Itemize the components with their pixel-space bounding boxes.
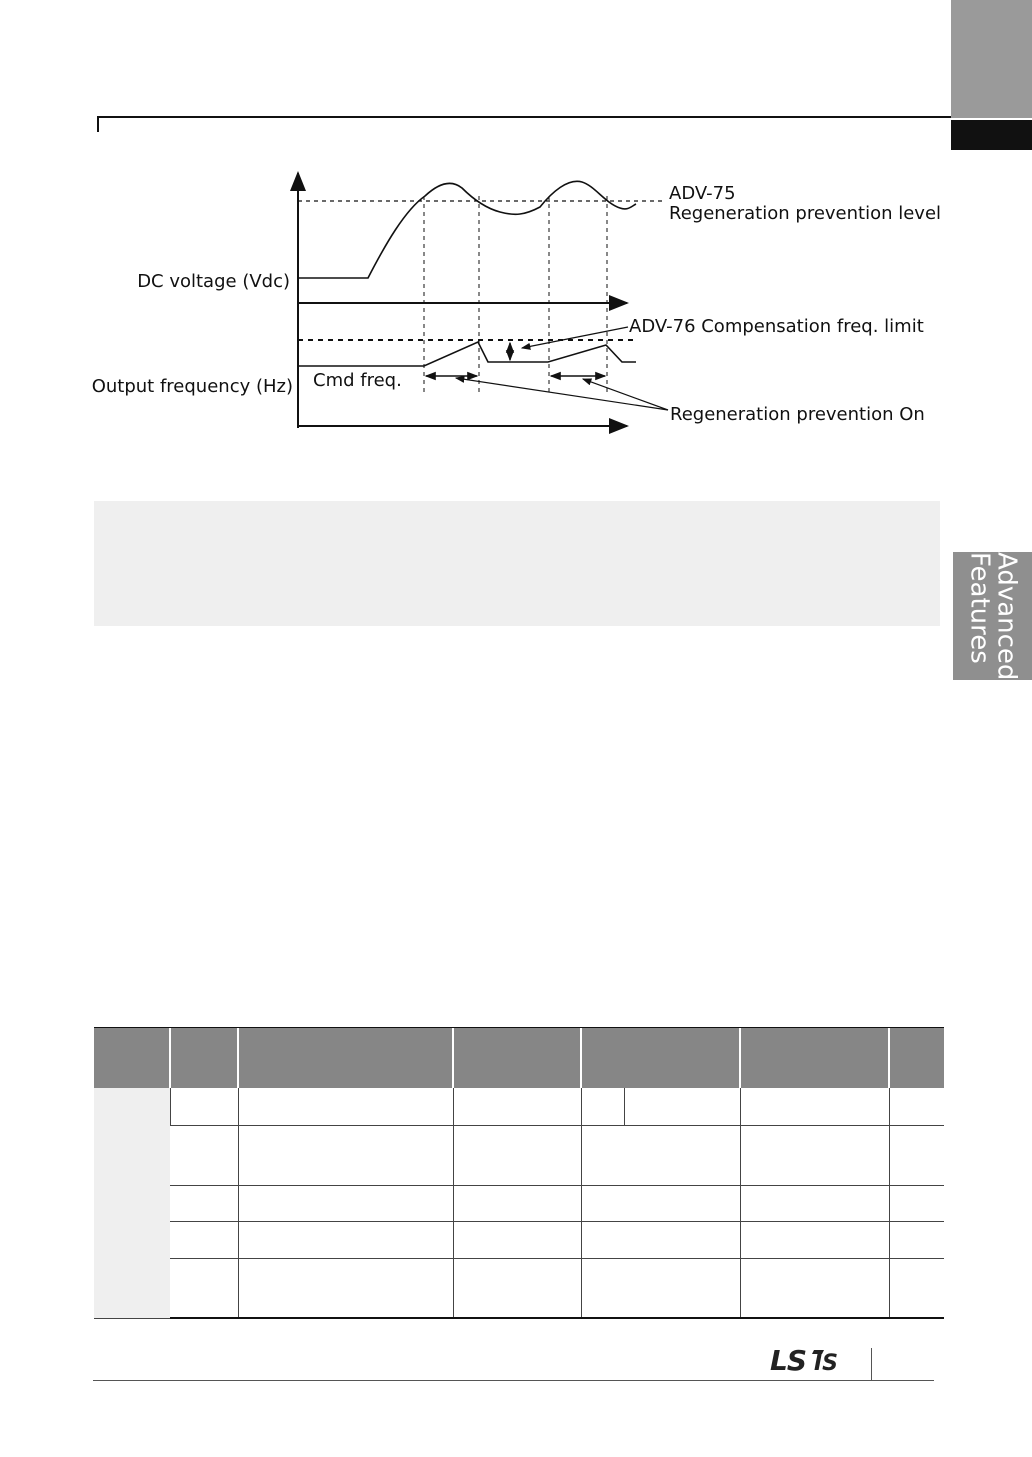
output-frequency-label: Output frequency (Hz) xyxy=(91,376,293,397)
adv76-leader xyxy=(522,327,628,348)
table-cell xyxy=(170,1221,238,1258)
header-cell xyxy=(889,1028,944,1088)
footer-separator xyxy=(871,1348,872,1380)
table-row xyxy=(94,1221,944,1258)
dc-voltage-label: DC voltage (Vdc) xyxy=(137,271,290,292)
group-cell xyxy=(94,1088,170,1318)
table-cell xyxy=(740,1185,889,1221)
table-cell xyxy=(889,1258,944,1318)
table-row xyxy=(94,1258,944,1318)
table-cell-split xyxy=(581,1088,740,1125)
table-cell xyxy=(238,1125,453,1185)
note-box xyxy=(94,501,940,626)
header-cell xyxy=(453,1028,581,1088)
cmd-freq-label: Cmd freq. xyxy=(313,370,402,391)
table-cell xyxy=(581,1221,740,1258)
svg-text:IS: IS xyxy=(814,1351,839,1376)
table-cell xyxy=(740,1088,889,1125)
table-cell xyxy=(740,1221,889,1258)
header-cell xyxy=(170,1028,238,1088)
header-cell xyxy=(581,1028,740,1088)
table-row xyxy=(94,1088,944,1125)
side-tab-advanced-features[interactable] xyxy=(953,552,1032,680)
table-header-row xyxy=(94,1028,944,1088)
table-cell xyxy=(238,1185,453,1221)
table-cell xyxy=(581,1185,740,1221)
cell-divider xyxy=(624,1088,625,1125)
adv76-label: ADV-76 Compensation freq. limit xyxy=(629,316,924,337)
table-cell xyxy=(581,1258,740,1318)
regen-on-label: Regeneration prevention On xyxy=(670,404,925,425)
table-row xyxy=(94,1185,944,1221)
table-cell xyxy=(889,1185,944,1221)
table-cell xyxy=(238,1088,453,1125)
table-row xyxy=(94,1125,944,1185)
table-cell xyxy=(453,1258,581,1318)
parameter-table xyxy=(94,1028,944,1319)
table-cell xyxy=(740,1258,889,1318)
table-cell xyxy=(889,1088,944,1125)
lsis-logo xyxy=(768,1344,858,1376)
dc-voltage-curve xyxy=(298,181,636,278)
adv75-name: Regeneration prevention level xyxy=(669,203,942,224)
output-frequency-curve xyxy=(298,342,636,366)
table-cell xyxy=(581,1125,740,1185)
svg-text:LS: LS xyxy=(770,1344,807,1376)
regen-on-leader-1 xyxy=(456,378,668,410)
table-cell xyxy=(889,1221,944,1258)
table-cell xyxy=(170,1185,238,1221)
table-cell xyxy=(238,1258,453,1318)
table-cell xyxy=(453,1221,581,1258)
footer-rule xyxy=(93,1380,934,1381)
table-cell xyxy=(238,1221,453,1258)
regen-on-leader-2 xyxy=(583,379,668,410)
table-cell xyxy=(453,1088,581,1125)
table-cell xyxy=(889,1125,944,1185)
side-tab-label: Advanced Features xyxy=(964,551,1022,681)
header-cell xyxy=(94,1028,170,1088)
table-cell xyxy=(170,1088,238,1125)
adv75-code: ADV-75 xyxy=(669,183,736,204)
regeneration-prevention-diagram xyxy=(0,0,1032,480)
table-cell xyxy=(170,1125,238,1185)
header-cell xyxy=(740,1028,889,1088)
table-cell xyxy=(170,1258,238,1318)
table-cell xyxy=(740,1125,889,1185)
table-cell xyxy=(453,1185,581,1221)
table-cell xyxy=(453,1125,581,1185)
header-cell xyxy=(238,1028,453,1088)
